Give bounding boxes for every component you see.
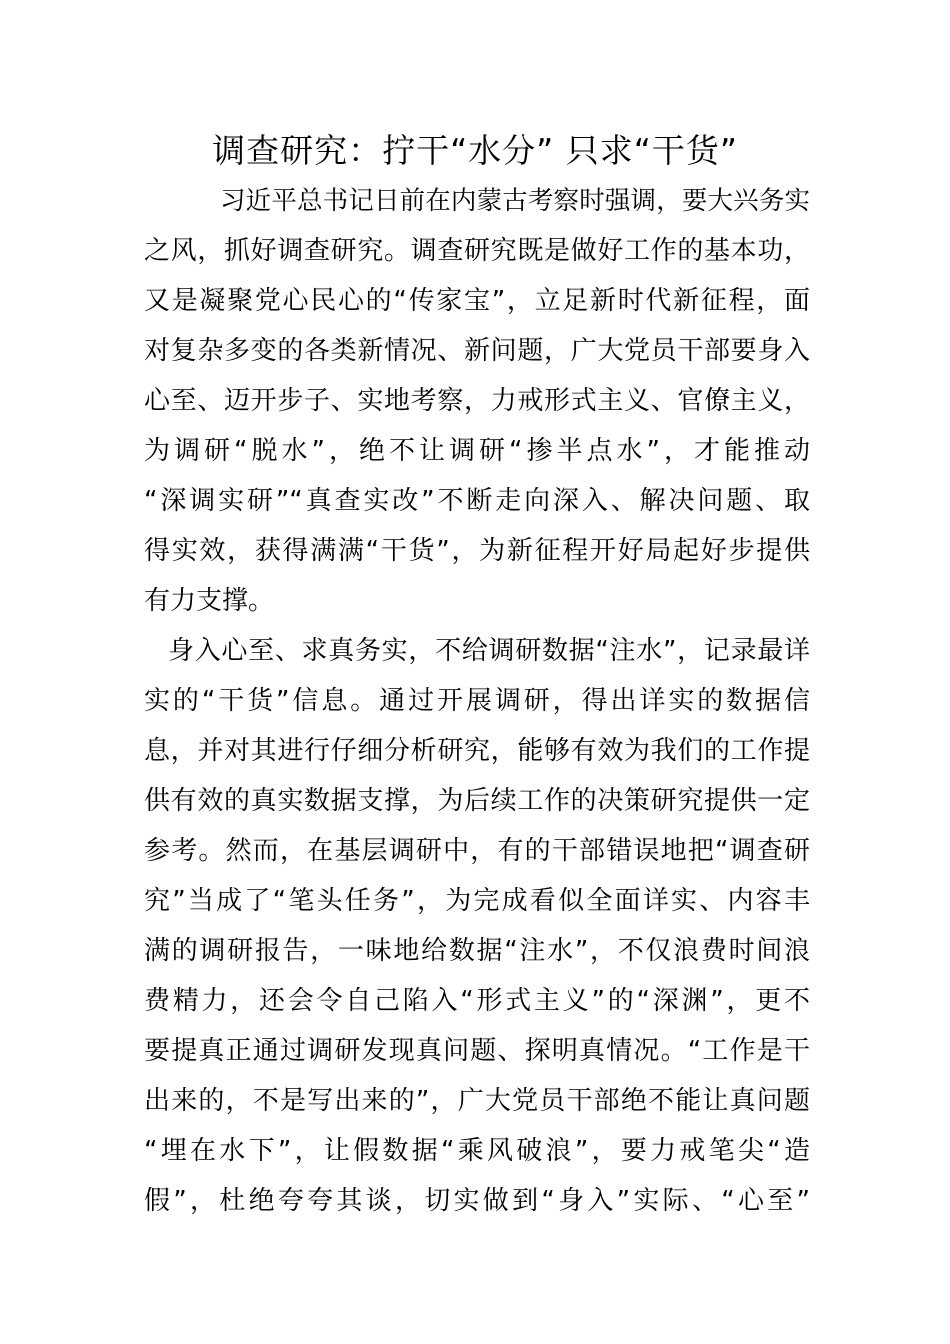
text-line: 实的“干货”信息。通过开展调研，得出详实的数据信: [144, 686, 810, 716]
paragraph-2: [144, 626, 810, 1226]
text-line: 习近平总书记日前在内蒙古考察时强调，要大兴务实: [220, 186, 810, 216]
text-line: 得实效，获得满满“干货”，为新征程开好局起好步提供: [144, 536, 810, 566]
text-line: 假”，杜绝夸夸其谈，切实做到“身入”实际、“心至”: [144, 1186, 810, 1216]
text-line: 息，并对其进行仔细分析研究，能够有效为我们的工作提: [144, 736, 810, 766]
paragraph-1: [144, 176, 810, 626]
text-line: 之风，抓好调查研究。调查研究既是做好工作的基本功，: [144, 236, 810, 266]
text-line: 出来的，不是写出来的”，广大党员干部绝不能让真问题: [144, 1086, 810, 1116]
text-line: 满的调研报告，一味地给数据“注水”，不仅浪费时间浪: [144, 936, 810, 966]
text-line: 费精力，还会令自己陷入“形式主义”的“深渊”，更不: [144, 986, 810, 1016]
text-line: 为调研“脱水”，绝不让调研“掺半点水”，才能推动: [144, 436, 810, 466]
text-line: 有力支撑。: [144, 586, 275, 616]
text-line: “深调实研”“真查实改”不断走向深入、解决问题、取: [144, 486, 810, 516]
text-line: 究”当成了“笔头任务”，为完成看似全面详实、内容丰: [144, 886, 810, 916]
text-line: 身入心至、求真务实，不给调研数据“注水”，记录最详: [168, 636, 810, 666]
text-line: 又是凝聚党心民心的“传家宝”，立足新时代新征程，面: [144, 286, 810, 316]
text-line: 供有效的真实数据支撑，为后续工作的决策研究提供一定: [144, 786, 810, 816]
document-title: 调查研究：拧干“水分” 只求“干货”: [212, 131, 738, 170]
text-line: 要提真正通过调研发现真问题、探明真情况。“工作是干: [144, 1036, 810, 1066]
text-line: 心至、迈开步子、实地考察，力戒形式主义、官僚主义，: [144, 386, 810, 416]
text-line: 对复杂多变的各类新情况、新问题，广大党员干部要身入: [144, 336, 810, 366]
text-line: “埋在水下”，让假数据“乘风破浪”，要力戒笔尖“造: [144, 1136, 810, 1166]
text-line: 参考。然而，在基层调研中，有的干部错误地把“调查研: [144, 836, 810, 866]
document-body: [144, 176, 810, 1226]
